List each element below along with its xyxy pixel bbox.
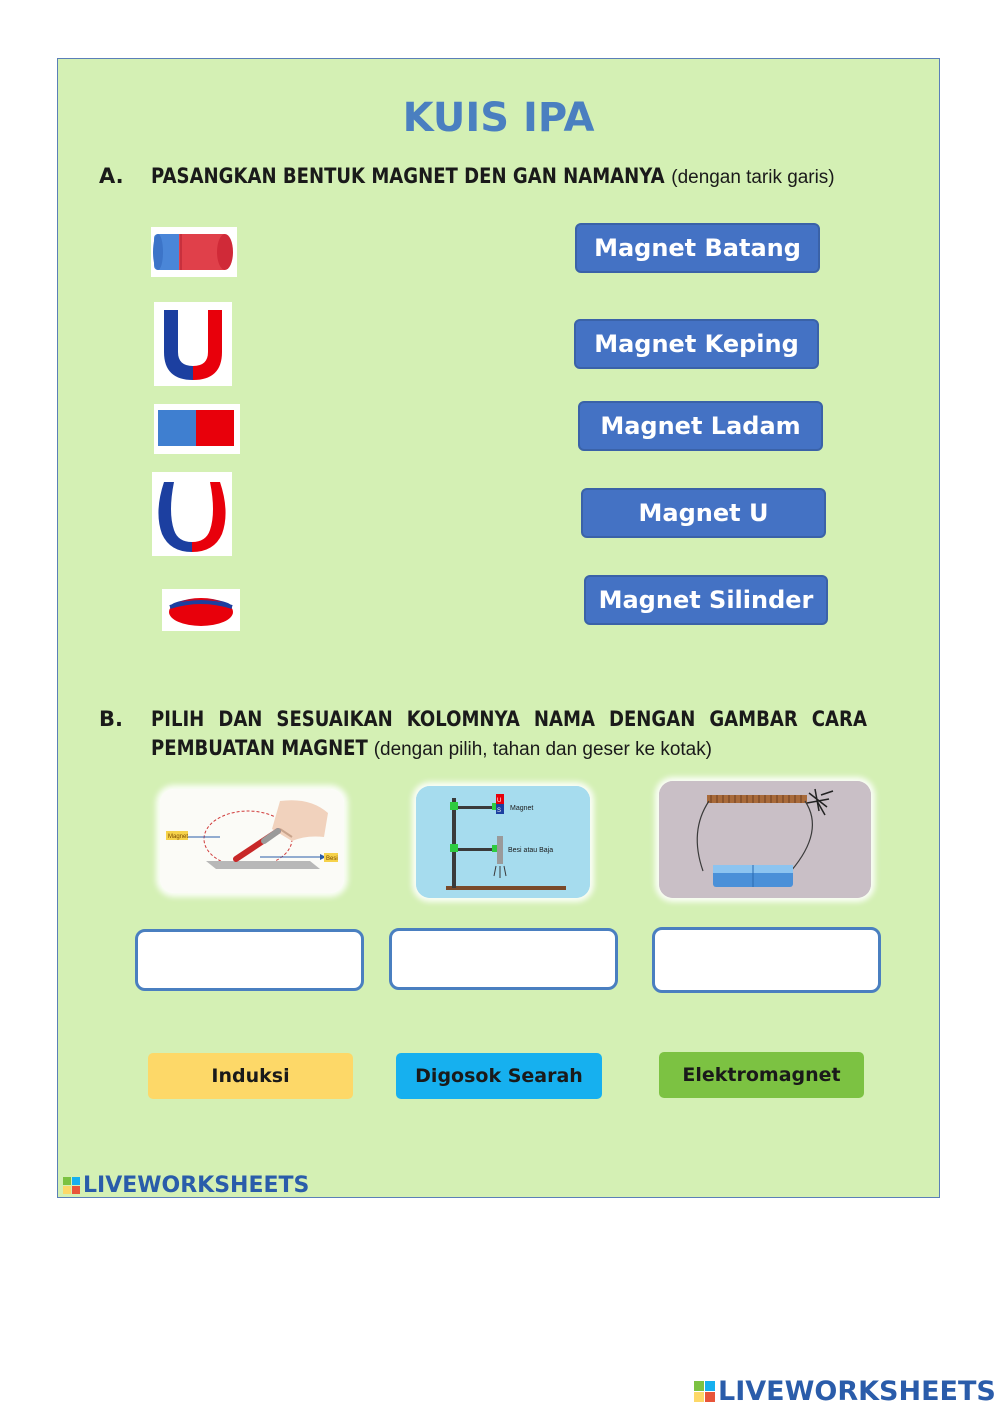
name-button-magnet-keping[interactable]: Magnet Keping — [574, 319, 819, 369]
bar-magnet-cylinder-image — [151, 227, 237, 277]
section-b-heading-text-1: PILIH DAN SESUAIKAN KOLOMNYA NAMA DENGAN GAMBAR CARA — [151, 707, 867, 731]
drop-box-3[interactable] — [652, 927, 881, 993]
block-magnet-image — [154, 404, 240, 454]
section-b-note: (dengan pilih, tahan dan geser ke kotak) — [374, 739, 713, 760]
name-button-magnet-ladam[interactable]: Magnet Ladam — [578, 401, 823, 451]
photo2-u-label: U — [497, 798, 502, 804]
name-button-magnet-batang[interactable]: Magnet Batang — [575, 223, 820, 273]
drop-box-2[interactable] — [389, 928, 618, 990]
name-button-magnet-u[interactable]: Magnet U — [581, 488, 826, 538]
liveworksheets-logo-text: LIVEWORKSHEETS — [83, 1173, 310, 1198]
section-b-heading-line1 — [151, 707, 867, 731]
induction-method-photo — [416, 786, 590, 898]
rubbing-method-photo — [160, 789, 344, 893]
worksheet-sheet — [57, 58, 940, 1198]
option-chip-digosok-searah[interactable]: Digosok Searah — [396, 1053, 602, 1099]
horseshoe-magnet-image — [154, 302, 232, 386]
option-chip-induksi[interactable]: Induksi — [148, 1053, 353, 1099]
section-a-heading — [151, 164, 835, 189]
photo2-s-label: S — [497, 808, 502, 814]
photo2-magnet-label: Magnet — [510, 805, 534, 812]
page-liveworksheets-logo-text: LIVEWORKSHEETS — [718, 1376, 996, 1407]
section-b-number: B. — [99, 707, 123, 731]
photo2-besi-label: Besi atau Baja — [508, 847, 554, 854]
photo1-magnet-label: Magnet — [168, 834, 189, 840]
u-magnet-image — [152, 472, 232, 556]
liveworksheets-logo — [63, 1173, 309, 1198]
name-button-magnet-silinder[interactable]: Magnet Silinder — [584, 575, 828, 625]
page-liveworksheets-logo-icon — [694, 1381, 715, 1402]
disc-magnet-image — [162, 589, 240, 631]
liveworksheets-logo-icon — [63, 1177, 80, 1194]
section-b-heading-line2 — [151, 736, 713, 761]
section-a-note: (dengan tarik garis) — [670, 167, 835, 188]
page-title: KUIS IPA — [402, 95, 595, 141]
drop-box-1[interactable] — [135, 929, 364, 991]
electromagnet-method-photo — [659, 781, 871, 898]
section-a-number: A. — [99, 164, 124, 188]
photo1-besi-label: Besi — [326, 856, 338, 862]
option-chip-elektromagnet[interactable]: Elektromagnet — [659, 1052, 864, 1098]
section-a-heading-text: PASANGKAN BENTUK MAGNET DEN GAN NAMANYA — [151, 164, 665, 188]
page-liveworksheets-logo[interactable] — [694, 1376, 996, 1407]
section-b-heading-text-2: PEMBUATAN MAGNET — [151, 736, 368, 760]
